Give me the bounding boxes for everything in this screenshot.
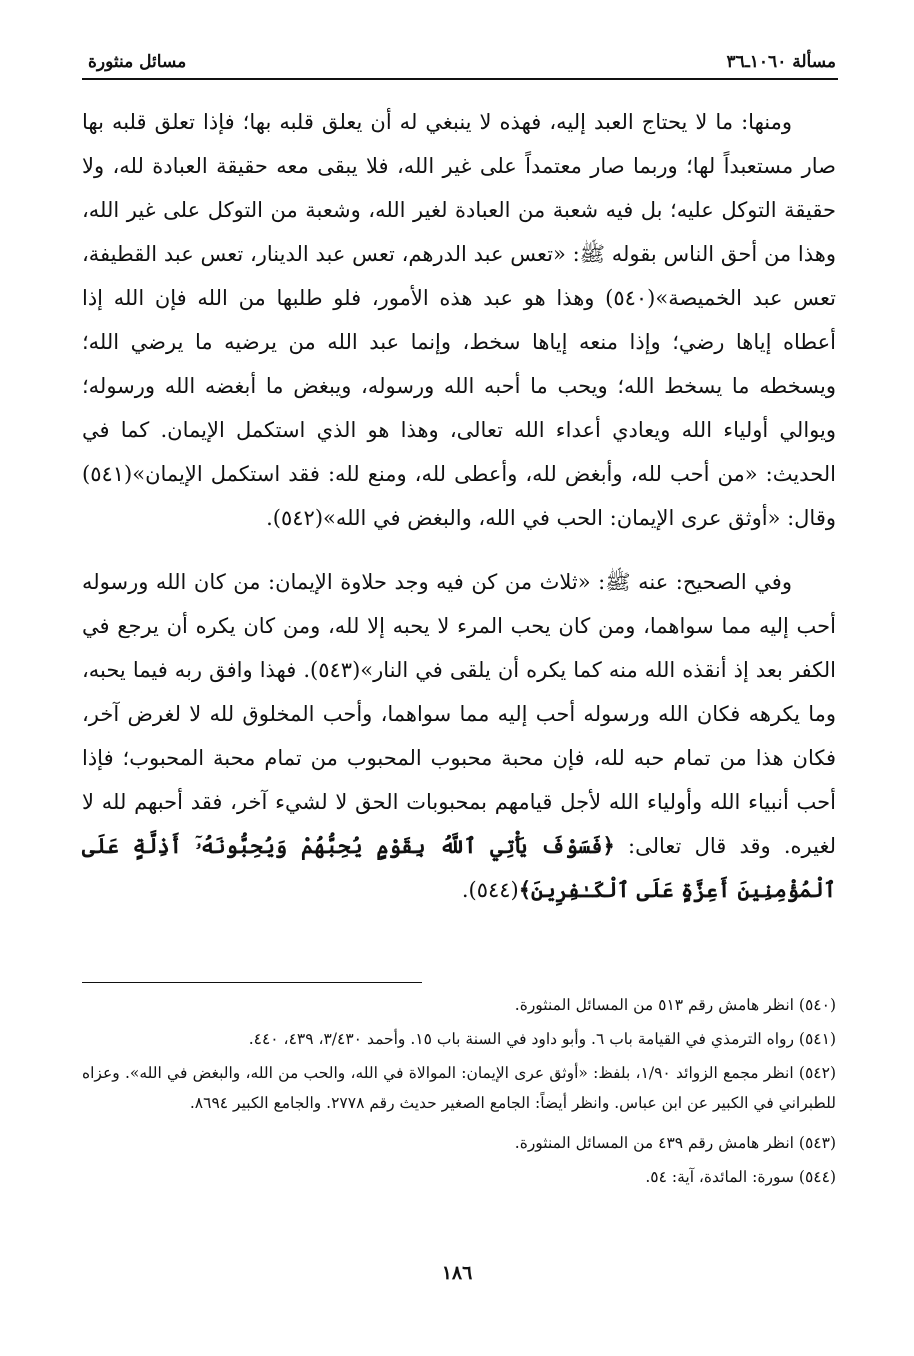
footnotes — [82, 990, 836, 1196]
footnote: (٥٤٢) انظر مجمع الزوائد ١/٩٠، بلفظ: «أوثق عرى الإيمان: الموالاة في الله، والحب من الله، والبغض في الله». وعزاه للطبراني في الكبير عن ابن عباس. وانظر أيضاً: الجامع الصغير حديث رقم ٢٧٧٨. والجامع الكبير ٨٦٩٤. — [82, 1064, 836, 1112]
running-header — [88, 42, 836, 72]
paragraph-1: ومنها: ما لا يحتاج العبد إليه، فهذه لا ينبغي له أن يعلق قلبه بها؛ فإذا تعلق قلبه بها صار مستعبداً لها؛ وربما صار معتمداً على غير الله، فلا يبقى معه حقيقة العبادة لله، ولا حقيقة التوكل عليه؛ بل فيه شعبة من العبادة لغير الله، وشعبة من التوكل على غير الله، وهذا من أحق الناس بقوله ﷺ: «تعس عبد الدرهم، تعس عبد الدينار، تعس عبد القطيفة، تعس عبد الخميصة»(٥٤٠) وهذا هو عبد هذه الأمور، فلو طلبها من الله فإن الله إذا أعطاه إياها رضي؛ وإذا منعه إياها سخط، وإنما عبد الله من يرضيه ما يرضي الله؛ ويسخطه ما يسخط الله؛ ويحب ما أحبه الله ورسوله، ويبغض ما أبغضه الله ورسوله؛ ويوالي أولياء الله ويعادي أعداء الله تعالى، وهذا هو الذي استكمل الإيمان. كما في الحديث: «من أحب لله، وأبغض لله، وأعطى لله، ومنع لله: فقد استكمل الإيمان»(٥٤١) وقال: «أوثق عرى الإيمان: الحب في الله، والبغض في الله»(٥٤٢). — [82, 110, 836, 530]
footnote-divider — [82, 982, 422, 983]
quran-footnote-ref: (٥٤٤). — [461, 878, 519, 902]
header-section-range: مسألة ١٠٦٠ـ٣٦ — [726, 52, 836, 72]
footnote: (٥٤٣) انظر هامش رقم ٤٣٩ من المسائل المنثورة. — [514, 1134, 836, 1152]
footnote: (٥٤٤) سورة: المائدة، آية: ٥٤. — [645, 1168, 836, 1186]
paragraph-2 — [82, 560, 836, 912]
header-divider — [82, 78, 838, 80]
quran-verse: ﴿فَسَوْفَ يَأْتِي ٱللَّهُ بِقَوْمٍ يُحِبُّهُمْ وَيُحِبُّونَهُۥٓ أَذِلَّةٍ عَلَى ٱلْمُؤْمِنِينَ أَعِزَّةٍ عَلَى ٱلْكَـٰفِرِينَ﴾ — [82, 833, 836, 902]
footnote: (٥٤٠) انظر هامش رقم ٥١٣ من المسائل المنثورة. — [514, 996, 836, 1014]
page-number: ١٨٦ — [441, 1262, 473, 1284]
header-book-title: مسائل منثورة — [88, 52, 187, 72]
main-text — [82, 100, 836, 912]
footnote: (٥٤١) رواه الترمذي في القيامة باب ٦. وأبو داود في السنة باب ١٥. وأحمد ٣/٤٣٠، ٤٣٩، ٤٤٠. — [248, 1030, 836, 1048]
paragraph-2-text: وفي الصحيح: عنه ﷺ: «ثلاث من كن فيه وجد حلاوة الإيمان: من كان الله ورسوله أحب إليه مما سواهما، ومن كان يحب المرء لا يحبه إلا لله، ومن كان يكره أن يرجع في الكفر بعد إذ أنقذه الله منه كما يكره أن يلقى في النار»(٥٤٣). فهذا وافق ربه فيما يحبه، وما يكرهه فكان الله ورسوله أحب إليه مما سواهما، وأحب المخلوق لله لا لغرض آخر، فكان هذا من تمام حبه لله، فإن محبة محبوب المحبوب من تمام محبة المحبوب؛ فإذا أحب أنبياء الله وأولياء الله لأجل قيامهم بمحبوبات الحق لا لشيء آخر، فقد أحبهم لله لا لغيره. وقد قال تعالى: — [82, 570, 837, 858]
